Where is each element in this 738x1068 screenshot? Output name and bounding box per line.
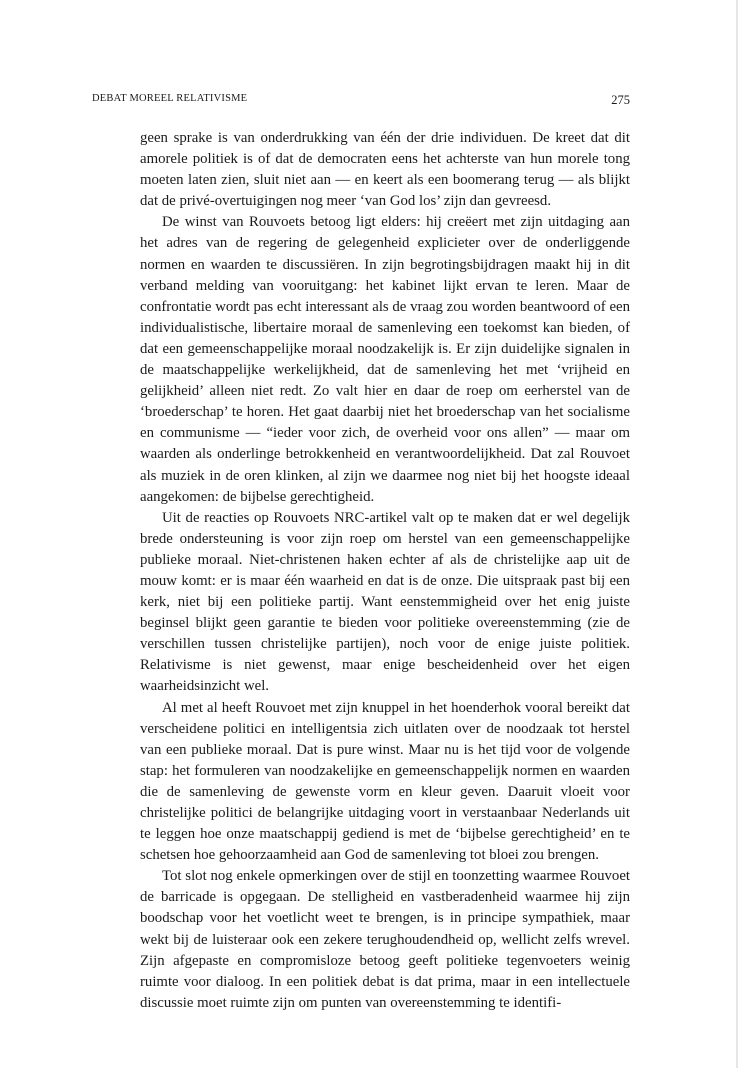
paragraph-1: geen sprake is van onderdrukking van één der drie individuen. De kreet dat dit amorele politiek is of dat de democraten eens het achterste van hun morele tong moeten laten zien, sluit niet aan — en keert als een boomerang terug — als blijkt dat de privé-overtuigingen nog meer ‘van God los’ zijn dan gevreesd. <box>140 130 630 210</box>
paragraph-4: Al met al heeft Rouvoet met zijn knuppel in het hoenderhok vooral bereikt dat verscheidene politici en intelligentsia zich uitlaten over de noodzaak tot herstel van een publieke moraal. Dat is pure winst. Maar nu is het tijd voor de volgende stap: het formuleren van noodzakelijke en gemeenschappelijk normen en waarden die de samenleving de gewenste vorm en kleur geven. Daaruit vloeit voor christelijke politici de belangrijke uitdaging voort in verstaanbaar Nederlands uit te leggen hoe onze maatschappij gediend is met de ‘bijbelse gerechtigheid’ en te schetsen hoe gehoorzaamheid aan God de samenleving tot bloei zou brengen. <box>140 699 630 864</box>
paragraph-5: Tot slot nog enkele opmerkingen over de stijl en toonzetting waarmee Rouvoet de barricade is opgegaan. De stelligheid en vastberadenheid waarmee hij zijn boodschap voor het voetlicht weet te brengen, is in principe sympathiek, maar wekt bij de luisteraar ook een zekere terughoudendheid op, wellicht zelfs wrevel. Zijn afgepaste en compromisloze betoog geeft politieke tegenvoeters weinig ruimte voor dialoog. In een politiek debat is dat prima, maar in een intellectuele discussie moet ruimte zijn om punten van overeenstemming te identifi- <box>140 868 630 1011</box>
paragraph-3: Uit de reacties op Rouvoets NRC-artikel valt op te maken dat er wel degelijk brede ondersteuning is voor zijn roep om herstel van een gemeenschappelijke publieke moraal. Niet-christenen haken echter af als de christelijke aap uit de mouw komt: er is maar één waarheid en dat is de onze. Die uitspraak past bij een kerk, niet bij een politieke partij. Want eenstemmigheid over het enig juiste beginsel blijkt geen garantie te bieden voor politieke overeenstemming (zie de verschillen tussen christelijke partijen), noch voor de enige juiste politiek. Relativisme is niet gewenst, maar enige bescheidenheid over het eigen waarheidsinzicht wel. <box>140 509 630 695</box>
running-header <box>92 93 630 111</box>
paragraph-2: De winst van Rouvoets betoog ligt elders: hij creëert met zijn uitdaging aan het adres van de regering de gelegenheid explicieter over de onderliggende normen en waarden te discussiëren. In zijn begrotingsbijdragen maakt hij in dit verband melding van vooruitgang: het kabinet lijkt ervan te leren. Maar de confrontatie wordt pas echt interessant als de vraag zou worden beantwoord of een individualistische, libertaire moraal de samenleving een toekomst kan bieden, of dat een gemeenschappelijke moraal noodzakelijk is. Er zijn duidelijke signalen in de maatschappelijke werkelijkheid, dat de samenleving het met ‘vrijheid en gelijkheid’ alleen niet redt. Zo valt hier en daar de roep om eerherstel van de ‘broederschap’ te horen. Het gaat daarbij niet het broederschap van het socialisme en communisme — “ieder voor zich, de overheid voor ons allen” — maar om waarden als onderlinge betrokkenheid en verantwoordelijkheid. Dat zal Rouvoet als muziek in de oren klinken, al zijn we daarmee nog niet bij het hoogste ideaal aangekomen: de bijbelse gerechtigheid. <box>140 214 630 505</box>
page-number: 275 <box>611 93 630 107</box>
running-title: DEBAT MOREEL RELATIVISME <box>92 93 248 104</box>
body-text <box>140 128 630 1014</box>
